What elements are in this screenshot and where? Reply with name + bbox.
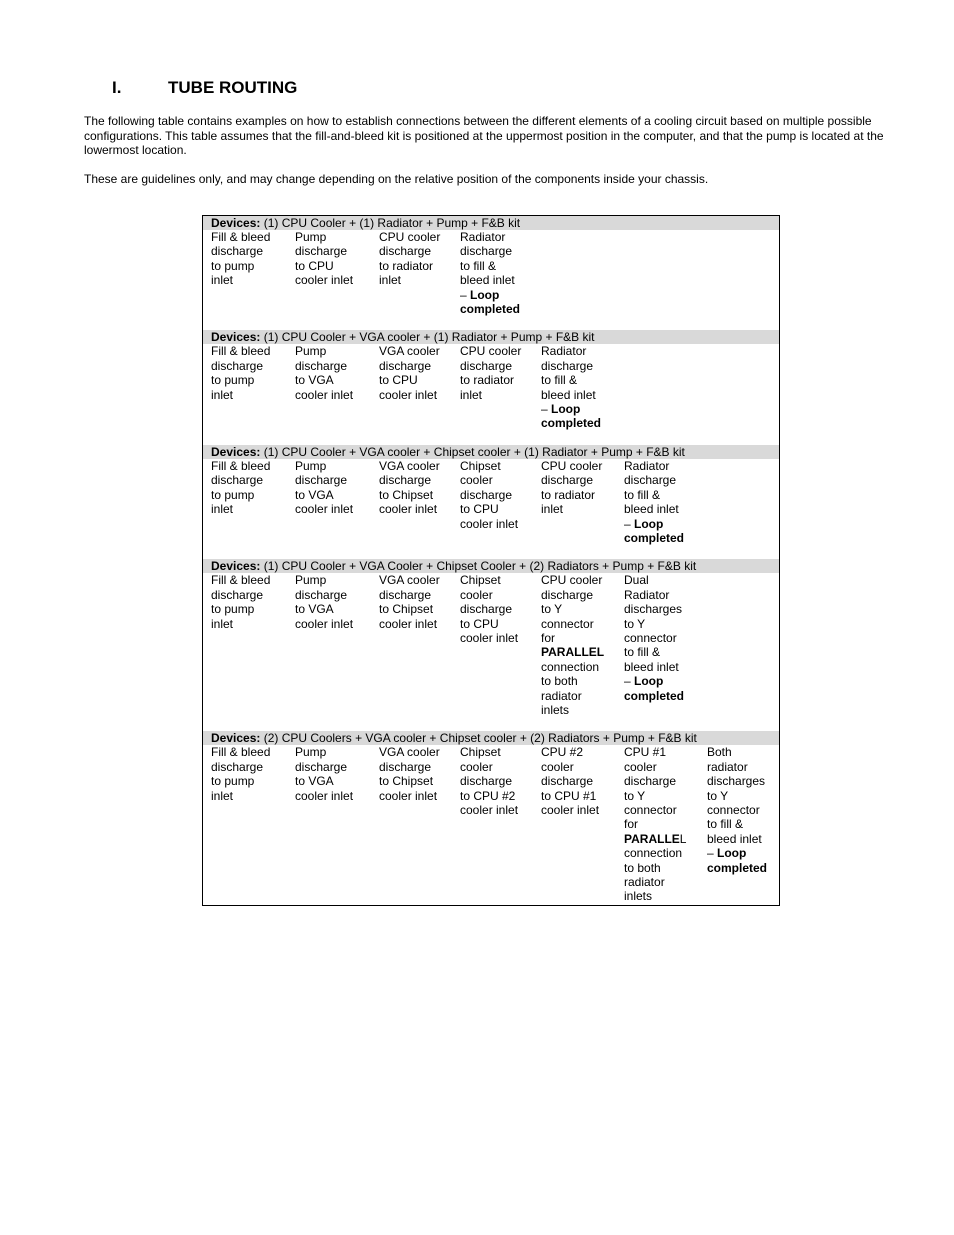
section-heading [112, 78, 297, 98]
routing-step: Fill & bleed discharge to pump inlet [211, 230, 271, 288]
routing-config [203, 559, 779, 731]
routing-step: CPU cooler discharge to radiator inlet [460, 344, 522, 402]
routing-step: Pump discharge to VGA cooler inlet [295, 573, 354, 631]
routing-step: Fill & bleed discharge to pump inlet [211, 458, 271, 517]
devices-label: Devices: [211, 330, 261, 345]
devices-header [203, 731, 779, 745]
routing-step: Chipset cooler discharge to CPU cooler inlet [460, 458, 519, 531]
devices-header [203, 216, 779, 230]
routing-step: Fill & bleed discharge to pump inlet [211, 745, 271, 803]
routing-steps [203, 573, 779, 731]
routing-step: VGA cooler discharge to CPU cooler inlet [379, 344, 440, 402]
section-number: I. [112, 78, 122, 97]
devices-list: (2) CPU Coolers + VGA cooler + Chipset cooler + (2) Radiators + Pump + F&B kit [260, 731, 697, 746]
routing-steps [203, 745, 779, 903]
routing-step: Chipset cooler discharge to CPU cooler inlet [460, 573, 519, 645]
devices-header [203, 330, 779, 344]
routing-config [203, 330, 779, 444]
devices-label: Devices: [211, 559, 261, 574]
routing-steps [203, 344, 779, 444]
routing-step: VGA cooler discharge to Chipset cooler inlet [379, 745, 440, 803]
routing-step: CPU cooler discharge to radiator inlet [541, 458, 603, 517]
routing-step: Radiator discharge to fill & bleed inlet – Loop completed [541, 344, 602, 431]
routing-step: Pump discharge to CPU cooler inlet [295, 230, 354, 288]
routing-config [203, 445, 779, 559]
tube-routing-table [202, 215, 780, 906]
routing-step: VGA cooler discharge to Chipset cooler inlet [379, 458, 440, 517]
devices-label: Devices: [211, 731, 261, 746]
intro-paragraph: The following table contains examples on how to establish connections between the different elements of a cooling circuit based on multiple possible configurations. This table assumes that the fill-and-bleed kit is positioned at the uppermost position in the computer, and that the pump is located at the lowermost location. [84, 114, 884, 157]
guideline-note: These are guidelines only, and may change depending on the relative position of the components inside your chassis. [84, 172, 709, 186]
section-title: TUBE ROUTING [168, 78, 298, 97]
routing-step: Pump discharge to VGA cooler inlet [295, 344, 354, 402]
routing-step: Radiator discharge to fill & bleed inlet – Loop completed [624, 458, 685, 545]
devices-list: (1) CPU Cooler + VGA Cooler + Chipset Cooler + (2) Radiators + Pump + F&B kit [260, 559, 697, 574]
routing-config [203, 731, 779, 903]
routing-step: Dual Radiator discharges to Y connector to fill & bleed inlet – Loop completed [624, 573, 685, 703]
routing-step: Fill & bleed discharge to pump inlet [211, 573, 271, 631]
routing-step: Radiator discharge to fill & bleed inlet – Loop completed [460, 230, 521, 317]
routing-step: CPU cooler discharge to Y connector for PARALLEL connection to both radiator inlets [541, 573, 605, 717]
routing-step: CPU #1 cooler discharge to Y connector for PARALLEL connection to both radiator inlets [624, 745, 687, 904]
routing-step: Pump discharge to VGA cooler inlet [295, 745, 354, 803]
routing-step: Both radiator discharges to Y connector to fill & bleed inlet – Loop completed [707, 745, 768, 875]
devices-header [203, 445, 779, 459]
devices-list: (1) CPU Cooler + (1) Radiator + Pump + F&B kit [260, 216, 521, 230]
routing-config [203, 216, 779, 330]
routing-step: VGA cooler discharge to Chipset cooler inlet [379, 573, 440, 631]
routing-step: Pump discharge to VGA cooler inlet [295, 458, 354, 517]
devices-list: (1) CPU Cooler + VGA cooler + Chipset cooler + (1) Radiator + Pump + F&B kit [260, 444, 685, 459]
routing-step: Fill & bleed discharge to pump inlet [211, 344, 271, 402]
devices-label: Devices: [211, 216, 261, 230]
devices-header [203, 559, 779, 573]
devices-label: Devices: [211, 444, 261, 459]
routing-steps [203, 459, 779, 559]
routing-steps [203, 230, 779, 330]
routing-step: CPU cooler discharge to radiator inlet [379, 230, 441, 288]
routing-step: CPU #2 cooler discharge to CPU #1 cooler inlet [541, 745, 600, 817]
routing-step: Chipset cooler discharge to CPU #2 cooler inlet [460, 745, 519, 817]
devices-list: (1) CPU Cooler + VGA cooler + (1) Radiator + Pump + F&B kit [260, 330, 595, 345]
